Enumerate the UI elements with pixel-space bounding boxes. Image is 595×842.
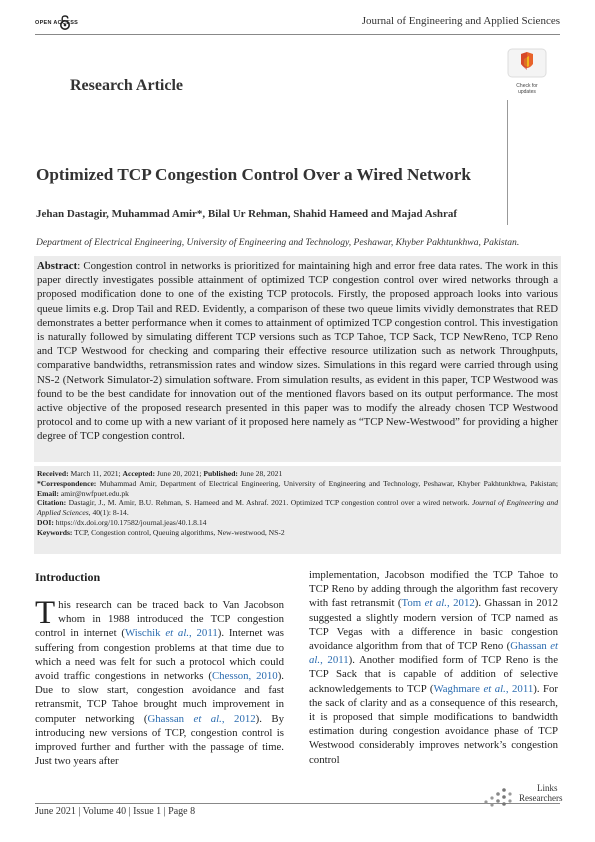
open-access-label: OPEN ACCESS bbox=[35, 20, 79, 26]
logo-line1: Links bbox=[537, 783, 558, 793]
body-text: ). Due to slow start, congestion avoidance and fast retransmit, TCP Tahoe brought much improvement in computer networking ( bbox=[35, 670, 284, 725]
check-updates-icon bbox=[507, 48, 547, 78]
body-text: ). By introducing new versions of TCP, congestion control is improved further and further with the passage of time. Just two years after bbox=[35, 712, 285, 768]
email-label: Email: bbox=[37, 488, 59, 498]
citation-text: Dastagir, J., M. Amir, B.U. Rehman, S. Hameed and M. Ashraf. 2021. Optimized TCP congestion control over a wired network. bbox=[66, 498, 472, 508]
citation-link[interactable]: Tom et al., 2012 bbox=[401, 597, 475, 610]
email-value[interactable]: amir@nwfpuet.edu.pk bbox=[58, 488, 129, 498]
header-rule bbox=[35, 34, 560, 35]
citation-link[interactable]: Ghassan et al., 2011 bbox=[309, 640, 559, 667]
journal-name: Journal of Engineering and Applied Sciences bbox=[361, 15, 560, 27]
citation-journal: Journal of Engineering and Applied Sciences, bbox=[37, 498, 559, 518]
dates-line bbox=[37, 469, 558, 479]
body-text: ). For the sack of clarity and as a consequence of this research, it is proposed that simple modifications to bandwidth estimation during congestion avoidance phase of TCP Westwood considerably improves network’s congestion control bbox=[309, 682, 559, 766]
affiliation: Department of Electrical Engineering, University of Engineering and Technology, Peshawar, Khyber Pakhtunkhwa, Pakistan. bbox=[36, 237, 520, 248]
body-text: ). Another modified form of TCP Reno is the TCP Sack that is capable of addition of selective acknowledgements to TCP ( bbox=[309, 654, 558, 695]
citation-link[interactable]: Wischik et al., 2011 bbox=[124, 627, 218, 640]
published-date: June 28, 2021 bbox=[237, 469, 283, 478]
body-column-right bbox=[309, 568, 558, 767]
keywords-label: Keywords: bbox=[37, 527, 73, 537]
doi-label: DOI: bbox=[37, 517, 54, 527]
keywords-text: TCP, Congestion control, Queuing algorithms, New-westwood, NS-2 bbox=[72, 527, 285, 537]
paper-title: Optimized TCP Congestion Control Over a Wired Network bbox=[36, 165, 471, 184]
logo-line2: Researchers bbox=[519, 793, 563, 803]
correspondence-label: *Correspondence: bbox=[37, 478, 97, 488]
abstract-text: : Congestion control in networks is prioritized for maintaining high and error free data rates. The work in this paper directly investigates possible attainment of optimized TCP congestion control over wired networks through a proposed modification done to one of the existing TCP protocols. Firstly, the proposed approach looks into various queue limits e.g. Drop Tail and RED. Evidently, a comparison of these two queue limits vividly demonstrates that RED demonstrates a better performance when it comes to attainment of optimized TCP congestion control. This investigation is naturally followed by simulating different TCP versions such as TCP Tahoe, TCP Sack, TCP NewReno, TCP Reno and TCP Westwood for checking and comparing their effective resource utilization such as network Throughputs, comparative bandwidths, retransmission rates and window sizes. Simulations in this regard were carried through using NS-2 (Network Simulator-2) simulation software. From simulation results, as evident in this paper, TCP Westwood was found to be the best candidate for innovation out of the mentioned flavors based on its output performance. The most active objective of the proposed research presented in this paper was to modify the already chosen TCP Westwood protocol and to come up with a new variant of it proposed here namely as “TCP New-Westwood” for providing a higher degree of TCP congestion control. bbox=[37, 260, 558, 443]
check-for-updates-badge[interactable] bbox=[507, 48, 547, 94]
accepted-date: June 20, 2021; bbox=[155, 469, 204, 478]
author-list: Jehan Dastagir, Muhammad Amir*, Bilal Ur Rehman, Shahid Hameed and Majad Ashraf bbox=[36, 208, 458, 220]
doi-link[interactable]: https://dx.doi.org/10.17582/journal.jeas/40.1.8.14 bbox=[53, 517, 207, 527]
citation-label: Citation: bbox=[37, 498, 67, 508]
correspondence-line bbox=[37, 479, 558, 499]
drop-cap: T bbox=[35, 595, 56, 631]
keywords-line bbox=[37, 528, 558, 538]
published-label: Published: bbox=[203, 469, 238, 478]
check-updates-line2: updates bbox=[518, 89, 536, 95]
received-date: March 11, 2021; bbox=[68, 469, 123, 478]
citation-link[interactable]: Ghassan et al., 2012 bbox=[147, 712, 256, 725]
dots-logo-icon bbox=[480, 780, 520, 810]
abstract-label: Abstract bbox=[37, 260, 78, 272]
citation-volume: 40(1): 8-14. bbox=[90, 508, 129, 518]
body-text: ). Internet was suffering from congestion problems at that time due to which a need was felt for such a protocol which could avoid traffic congestions in networks ( bbox=[35, 627, 285, 683]
article-meta bbox=[37, 469, 558, 538]
body-text: ). Ghassan in 2012 suggested a slightly modern version of TCP named as TCP Vegas with a difference in basic congestion avoidance algorithm from that of TCP Reno ( bbox=[309, 597, 559, 653]
check-updates-line1: Check for bbox=[516, 83, 538, 89]
body-text: implementation, Jacobson modified the TCP Tahoe to TCP Reno by adding through the algorithm fast recovery with fast retransmit ( bbox=[309, 569, 558, 610]
article-type: Research Article bbox=[70, 77, 183, 94]
body-text: his research can be traced back to Van Jacobson whom in 1988 introduced the TCP congestion control in internet ( bbox=[35, 599, 284, 640]
publisher-logo bbox=[480, 780, 563, 810]
abstract bbox=[37, 259, 558, 444]
open-access-logo bbox=[35, 15, 95, 31]
citation-link[interactable]: Waghmare et al., 2011 bbox=[433, 682, 534, 695]
doi-line bbox=[37, 518, 558, 528]
body-column-left bbox=[35, 595, 285, 768]
received-label: Received: bbox=[37, 469, 69, 478]
accepted-label: Accepted: bbox=[122, 469, 156, 478]
citation-link[interactable]: Chesson, 2010 bbox=[211, 670, 278, 683]
section-heading-introduction: Introduction bbox=[35, 570, 101, 584]
page-footer: June 2021 | Volume 40 | Issue 1 | Page 8 bbox=[35, 806, 196, 817]
header-vertical-rule bbox=[507, 100, 508, 225]
correspondence-text: Muhammad Amir, Department of Electrical Engineering, University of Engineering and Technology, Peshawar, Khyber Pakhtunkhwa, Pakistan; bbox=[96, 478, 558, 488]
citation-line bbox=[37, 498, 558, 518]
